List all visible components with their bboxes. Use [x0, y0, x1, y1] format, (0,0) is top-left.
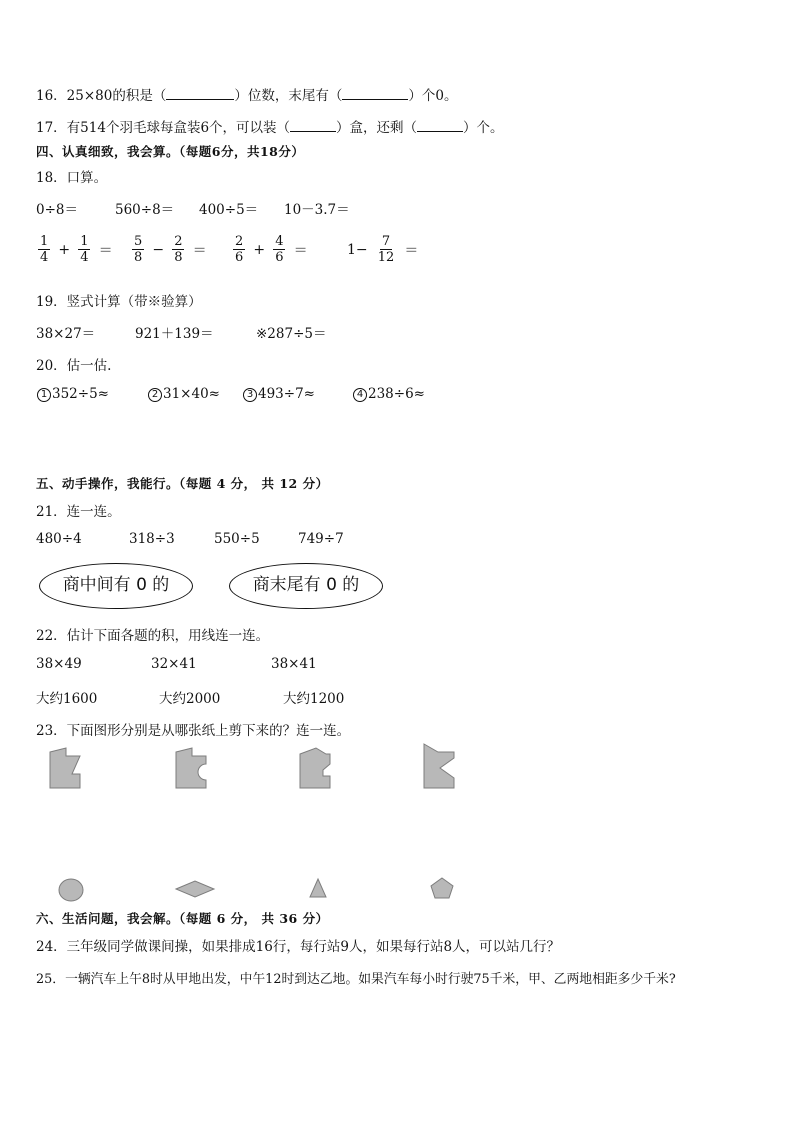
section-4-heading: 四、认真细致，我会算。（每题6分，共18分） [36, 144, 305, 159]
question-20-title: 20．估一估. [36, 358, 112, 374]
answer-blank[interactable] [166, 87, 234, 100]
division-item-2: 318÷3 [129, 531, 175, 547]
fraction: $\frac{1}{4}$ [40, 234, 49, 265]
fraction: $\frac{1}{4}$ [80, 234, 89, 265]
folded-paper-shape-4[interactable] [420, 742, 460, 790]
answer-blank[interactable] [342, 87, 408, 100]
fraction-calc-1: $\frac{1}{4}$ + $\frac{1}{4}$ ＝ [40, 234, 113, 265]
mental-calc-3: 400÷5＝ [199, 202, 259, 218]
fraction: $\frac{2}{6}$ [235, 234, 244, 265]
fraction: $\frac{2}{8}$ [174, 234, 183, 265]
estimate-answer-2: 大约2000 [159, 691, 221, 707]
mental-calc-1: 0÷8＝ [36, 202, 78, 218]
fraction-calc-3: $\frac{2}{6}$ + $\frac{4}{6}$ ＝ [235, 234, 308, 265]
question-21-title: 21．连一连。 [36, 504, 121, 520]
fraction: $\frac{5}{8}$ [134, 234, 143, 265]
section-6-heading: 六、生活问题，我会解。（每题 6 分， 共 36 分） [36, 911, 329, 926]
product-item-3: 38×41 [271, 656, 317, 672]
question-25: 25．一辆汽车上午8时从甲地出发，中午12时到达乙地。如果汽车每小时行驶75千米，甲、乙两地相距多少千米? [36, 972, 676, 987]
question-18-title: 18．口算。 [36, 170, 108, 186]
vertical-calc-1: 38×27＝ [36, 326, 96, 342]
folded-paper-shape-3[interactable] [296, 746, 336, 790]
product-item-1: 38×49 [36, 656, 82, 672]
pentagon-shape[interactable] [428, 876, 456, 900]
estimate-item-4: 4 238÷6≈ [353, 386, 425, 402]
question-16: 16．25×80的积是（ ）位数，末尾有（ ）个0。 [36, 88, 458, 104]
estimate-answer-1: 大约1600 [36, 691, 98, 707]
mental-calc-4: 10－3.7＝ [284, 202, 350, 218]
category-ellipse-middle-zero[interactable]: 商中间有 0 的 [39, 563, 193, 609]
question-23-title: 23．下面图形分别是从哪张纸上剪下来的？连一连。 [36, 723, 351, 739]
fraction-calc-2: $\frac{5}{8}$ − $\frac{2}{8}$ ＝ [134, 234, 207, 265]
estimate-answer-3: 大约1200 [283, 691, 345, 707]
circle-shape[interactable] [56, 876, 86, 904]
estimate-item-3: 3 493÷7≈ [243, 386, 315, 402]
division-item-1: 480÷4 [36, 531, 82, 547]
estimate-item-2: 2 31×40≈ [148, 386, 220, 402]
question-19-title: 19．竖式计算（带※验算） [36, 294, 202, 310]
mental-calc-2: 560÷8＝ [115, 202, 175, 218]
category-ellipse-end-zero[interactable]: 商末尾有 0 的 [229, 563, 383, 609]
rhombus-shape[interactable] [174, 878, 216, 900]
fraction-calc-4: 1− $\frac{7}{12}$ ＝ [347, 234, 419, 265]
division-item-3: 550÷5 [214, 531, 260, 547]
division-item-4: 749÷7 [298, 531, 344, 547]
answer-blank[interactable] [290, 119, 336, 132]
vertical-calc-3: ※287÷5＝ [256, 326, 327, 342]
fraction: $\frac{7}{12}$ [377, 234, 395, 265]
estimate-item-1: 1 352÷5≈ [37, 386, 109, 402]
folded-paper-shape-1[interactable] [46, 746, 86, 790]
answer-blank[interactable] [417, 119, 463, 132]
question-22-title: 22．估计下面各题的积，用线连一连。 [36, 628, 270, 644]
question-17: 17．有514个羽毛球每盒装6个，可以装（ ）盒，还剩（ ）个。 [36, 120, 504, 136]
folded-paper-shape-2[interactable] [172, 746, 212, 790]
fraction: $\frac{4}{6}$ [275, 234, 284, 265]
question-24: 24．三年级同学做课间操，如果排成16行，每行站9人，如果每行站8人，可以站几行？ [36, 939, 561, 955]
section-5-heading: 五、动手操作，我能行。（每题 4 分， 共 12 分） [36, 476, 329, 491]
vertical-calc-2: 921＋139＝ [135, 326, 214, 342]
product-item-2: 32×41 [151, 656, 197, 672]
triangle-shape[interactable] [306, 876, 330, 900]
